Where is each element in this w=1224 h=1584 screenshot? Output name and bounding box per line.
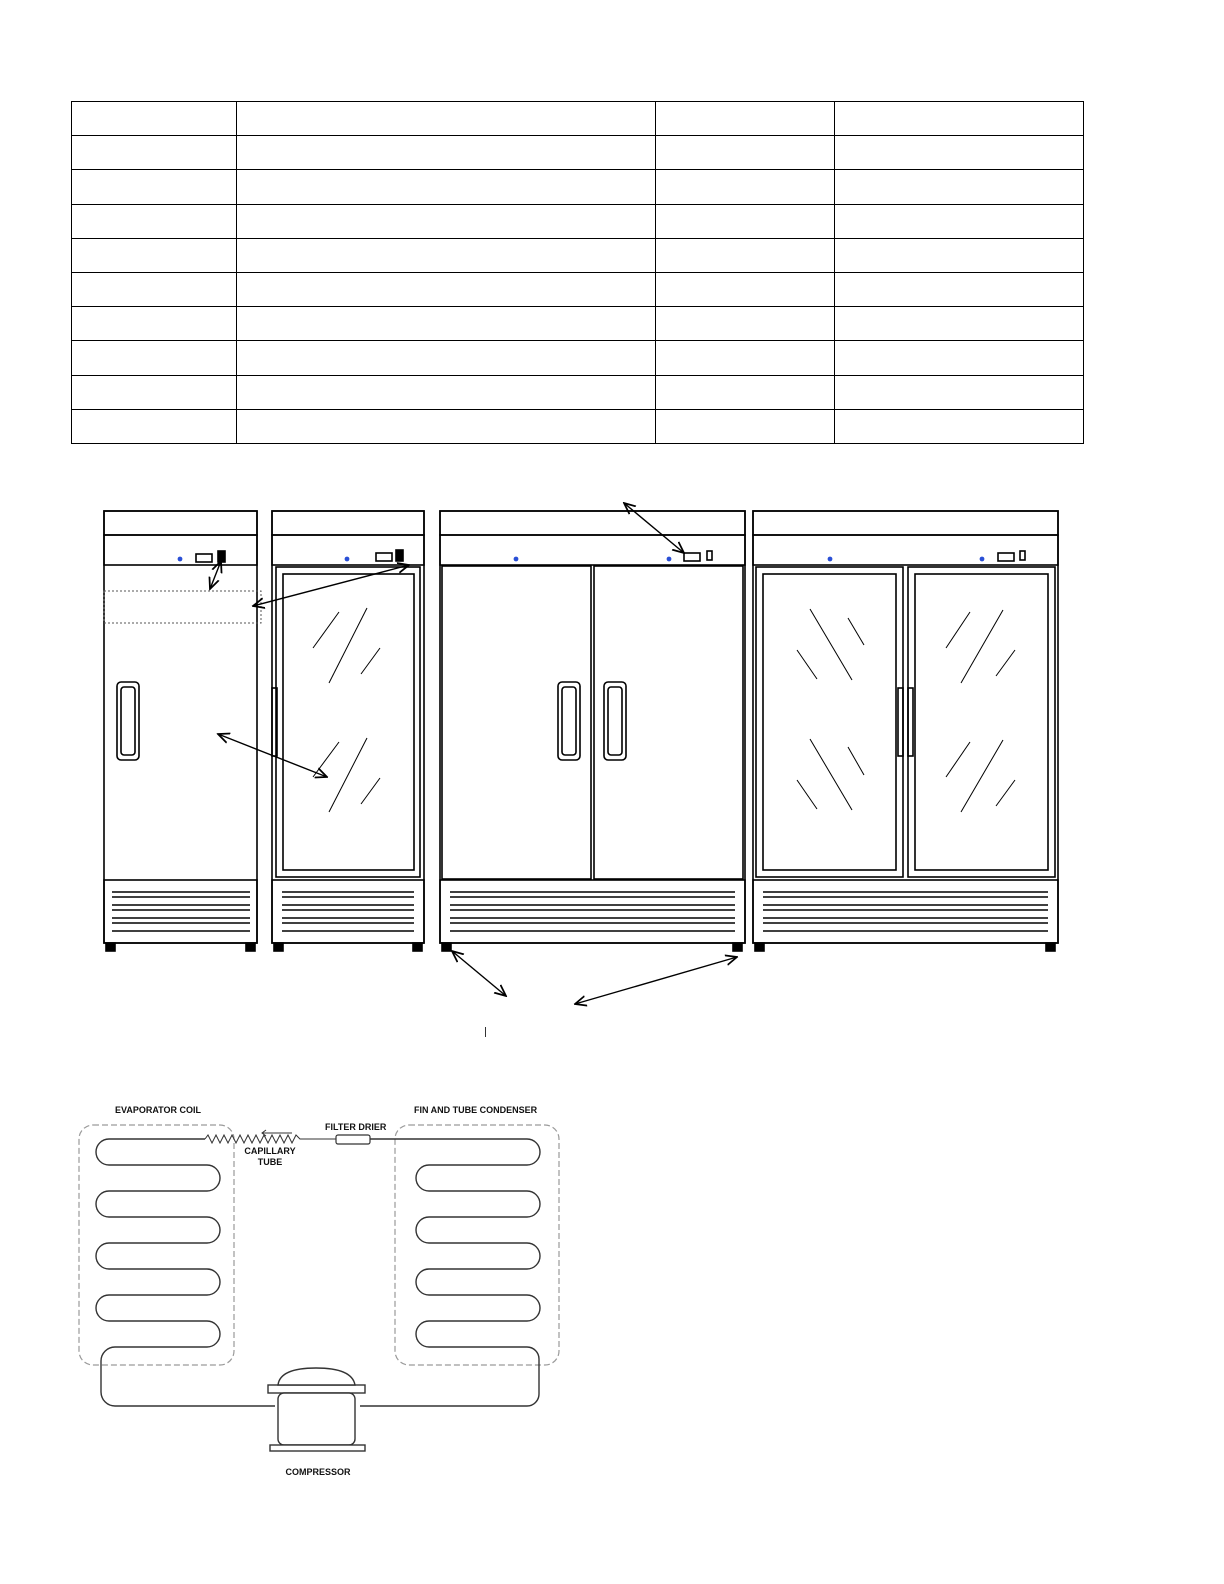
unit-single-solid-door: [104, 511, 257, 951]
tick-mark: [485, 1027, 486, 1037]
filter-drier: [336, 1135, 370, 1144]
unit-double-glass-door: [753, 511, 1058, 951]
callout-arrows: [210, 503, 737, 1004]
evaporator-label: EVAPORATOR COIL: [115, 1105, 202, 1115]
filter-drier-label: FILTER DRIER: [325, 1122, 387, 1132]
suction-line: [101, 1347, 275, 1406]
discharge-line: [360, 1347, 539, 1406]
unit-single-glass-door: [272, 511, 424, 951]
capillary-tube: [205, 1135, 336, 1143]
compressor: [268, 1368, 365, 1451]
arrow-caster-right: [575, 957, 737, 1004]
unit-double-solid-door: [440, 511, 745, 951]
capillary-label-line2: TUBE: [257, 1157, 283, 1167]
condenser-label: FIN AND TUBE CONDENSER: [414, 1105, 538, 1115]
capillary-label-line1: CAPILLARY: [244, 1146, 296, 1156]
callout-box: [104, 591, 261, 623]
compressor-label: COMPRESSOR: [285, 1467, 351, 1477]
condenser-coil: [416, 1139, 540, 1347]
refrigeration-cycle-diagram: [0, 1090, 580, 1490]
evaporator-coil: [96, 1139, 220, 1347]
arrow-caster-left: [452, 951, 506, 996]
